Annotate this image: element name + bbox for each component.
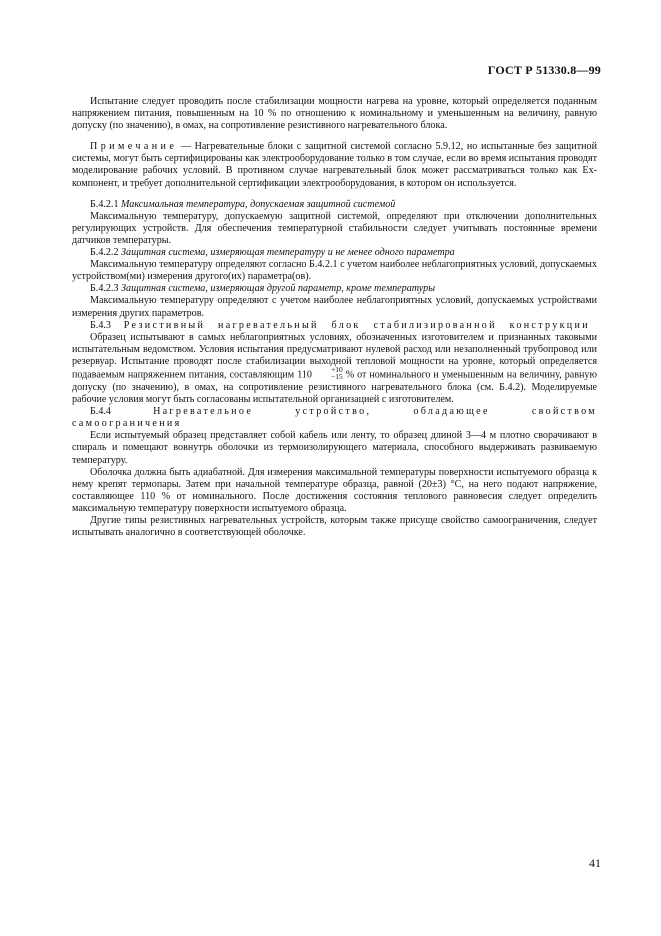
section-b44-text-1: Если испытуемый образец представляет собой кабель или ленту, то образец длиной 3—4 м плотно сворачивают в спираль и помещают вовнутрь оболочки из термоизолирующего материала, способного выдерживать развиваемую температуру. (72, 430, 597, 466)
note-paragraph (72, 141, 597, 189)
paragraph-test-conditions: Испытание следует проводить после стабилизации мощности нагрева на уровне, который определяется поданным напряжением питания, повышенным на 10 % по отношению к номинальному и уменьшенным на величину, равную допуску (по значению), в омах, на сопротивление резистивного нагревательного блока. (72, 96, 597, 132)
page-number: 41 (589, 856, 601, 870)
section-b43-text (72, 332, 597, 406)
section-title: Максимальная температура, допускаемая защитной системой (121, 198, 396, 210)
note-text: — Нагревательные блоки с защитной системой согласно 5.9.12, но испытанные без защитной системы, могут быть сертифицированы как электрооборудование только в том случае, если во время испытания проводят моделирование рабочих условий. В противном случае нагревательный блок может рассматриваться только как Ex-компонент, и требует дополнительной сертификации электрооборудования, в котором он используется. (72, 141, 597, 189)
section-b44-text-2: Оболочка должна быть адиабатной. Для измерения максимальной температуры поверхности испытуемого образца к нему крепят термопары. Затем при начальной температуре образца, равной (20±3) °С, на него подают напряжение, составляющее 110 % от номинального. После достижения состояния теплового равновесия следует определить максимальную температуру поверхности испытуемого образца. (72, 466, 597, 514)
voltage-tolerance (313, 366, 343, 380)
section-b422-text: Максимальную температуру определяют согласно Б.4.2.1 с учетом наиболее неблагоприятных условий, допускаемых устройством(ми) измерения другого(их) параметра(ов). (72, 259, 597, 283)
note-label: Примечание (90, 141, 178, 153)
section-b422-heading (72, 247, 597, 259)
section-b43-heading (72, 320, 597, 332)
section-title: Нагревательное устройство, обладающее свойством самоограничения (72, 406, 597, 430)
section-b43-text-a: Образец испытывают в самых неблагоприятных условиях, обозначенных изготовителем и признанных таковыми испытательным ведомством. Условия испытания предусматривают нулевой расход или незаполненный трубопровод или резервуар. Испытание проводят после стабилизации выходной тепловой мощности на уровне, который определяется подаваемым напряжением питания, составляющим (72, 331, 597, 381)
document-code: ГОСТ Р 51330.8—99 (487, 63, 601, 77)
section-number: Б.4.2.1 (90, 198, 119, 210)
section-b421-text: Максимальную температуру, допускаемую защитной системой, определяют при отключении дополнительных регулирующих устройств. Для обеспечения температурной стабильности следует учитывать постоянные времени датчиков температуры. (72, 210, 597, 246)
section-b44-text-3: Другие типы резистивных нагревательных устройств, которым также присуще свойство самоограничения, следует испытывать аналогично в соответствующей оболочке. (72, 515, 597, 539)
section-b423-heading (72, 283, 597, 295)
tolerance-lower: −15 (330, 371, 343, 381)
section-number: Б.4.4 (90, 406, 111, 418)
section-number: Б.4.2.3 (90, 283, 119, 295)
document-body (72, 96, 597, 539)
section-title: Защитная система, измеряющая другой параметр, кроме температуры (121, 283, 436, 295)
section-title: Защитная система, измеряющая температуру и не менее одного параметра (121, 247, 455, 259)
section-b421-heading (72, 199, 597, 211)
section-number: Б.4.3 (90, 319, 111, 331)
section-b44-heading (72, 406, 597, 430)
section-title: Резистивный нагревательный блок стабилизированной конструкции (123, 319, 590, 331)
section-b423-text: Максимальную температуру определяют с учетом наиболее неблагоприятных условий, допускаемых устройствами измерения других параметров. (72, 295, 597, 319)
voltage-value: 110 (297, 369, 312, 381)
section-b43-text-b: % от номинального и уменьшенным на величину, равную допуску (по значению), в омах, на сопротивление резистивного нагревательного блока (см. Б.4.2). Моделируемые рабочие условия могут быть согласованы испытательной организацией с изготовителем. (72, 369, 598, 406)
section-number: Б.4.2.2 (90, 247, 119, 259)
tolerance-upper: +10 (330, 364, 343, 374)
